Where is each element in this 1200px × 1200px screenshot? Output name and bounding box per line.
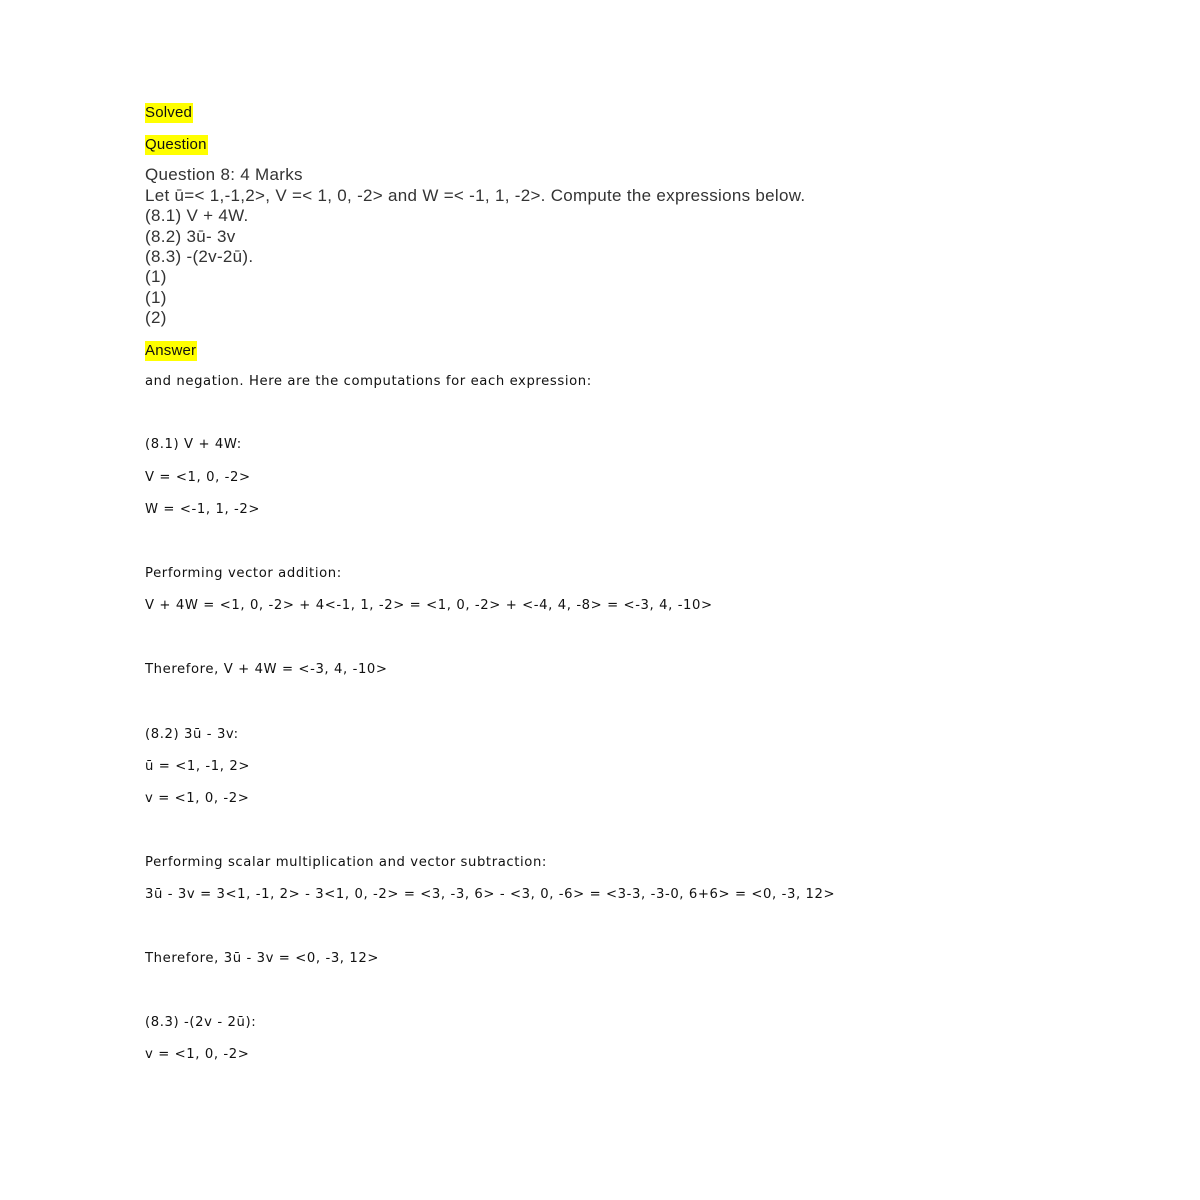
question-part: (8.1) V + 4W. [145,206,249,225]
answer-intro: and negation. Here are the computations for each expression: [145,374,592,389]
answer-line: v = <1, 0, -2> [145,791,250,806]
section-title: (8.1) V + 4W: [145,437,242,452]
answer-result: Therefore, 3ū - 3v = <0, -3, 12> [145,951,380,966]
answer-line: 3ū - 3v = 3<1, -1, 2> - 3<1, 0, -2> = <3, -3, 6> - <3, 0, -6> = <3-3, -3-0, 6+6> = <0, -3, 12> [145,887,836,902]
answer-line: ū = <1, -1, 2> [145,759,250,774]
answer-line: W = <-1, 1, -2> [145,502,261,517]
answer-line: Performing scalar multiplication and vector subtraction: [145,855,547,870]
question-mark: (1) [145,288,167,307]
solved-label: Solved [145,104,193,121]
answer-result: Therefore, V + 4W = <-3, 4, -10> [145,662,388,677]
section-title: (8.3) -(2v - 2ū): [145,1015,257,1030]
section-title: (8.2) 3ū - 3v: [145,727,239,742]
question-mark: (1) [145,267,167,286]
question-mark: (2) [145,308,167,327]
question-part: (8.3) -(2v-2ū). [145,247,254,266]
question-title: Question 8: 4 Marks [145,165,303,184]
question-part: (8.2) 3ū- 3v [145,227,236,246]
answer-line: V = <1, 0, -2> [145,470,251,485]
answer-line: v = <1, 0, -2> [145,1047,250,1062]
answer-line: Performing vector addition: [145,566,342,581]
answer-line: V + 4W = <1, 0, -2> + 4<-1, 1, -2> = <1, 0, -2> + <-4, 4, -8> = <-3, 4, -10> [145,598,713,613]
question-prompt: Let ū=< 1,-1,2>, V =< 1, 0, -2> and W =< -1, 1, -2>. Compute the expressions below. [145,186,806,205]
question-label: Question [145,136,207,153]
answer-label: Answer [145,342,197,359]
